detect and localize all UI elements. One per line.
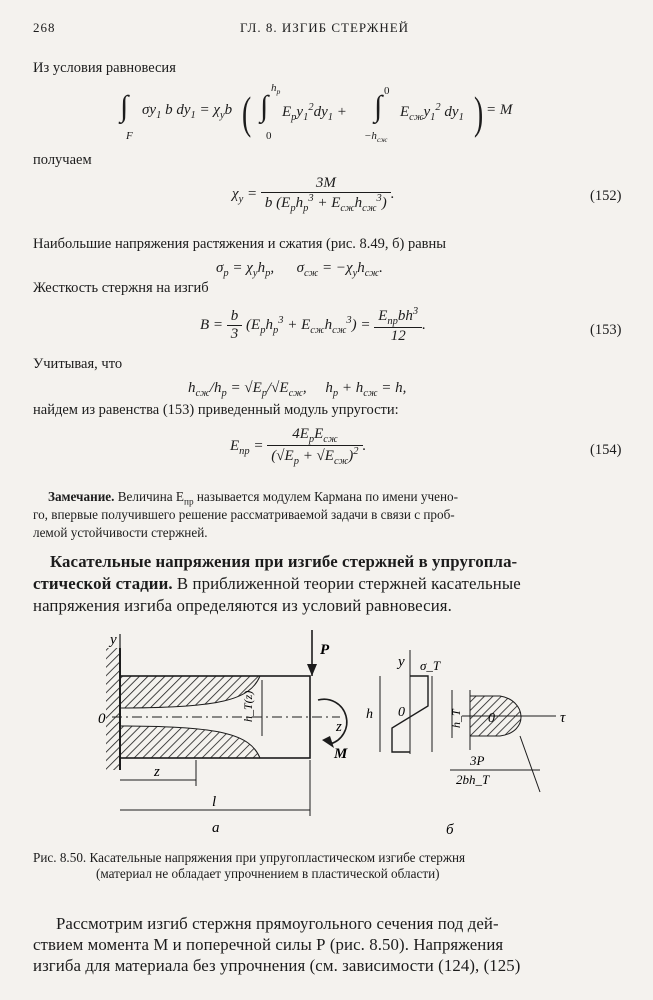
remark-label: Замечание. <box>48 489 115 504</box>
fig-label-b: б <box>446 822 454 838</box>
caption-line-1: Рис. 8.50. Касательные напряжения при упругопластическом изгибе стержня <box>33 850 466 865</box>
fig-a-z-label: z <box>336 719 342 735</box>
fig-label-a: а <box>212 820 220 836</box>
final-line-1: Рассмотрим изгиб стержня прямоугольного сечения под дей- <box>56 914 499 933</box>
fig-b-origin: 0 <box>398 705 405 720</box>
fig-a-dim-z: z <box>154 764 160 780</box>
equation-ratio: $h_{сж}/h_p = √E_p/√E_{сж}$, $h_p + h_{сж} = h$, <box>188 380 407 399</box>
section-heading-line-1: Касательные напряжения при изгибе стержней в упругопла- <box>50 552 518 571</box>
fig-a-moment-label: M <box>334 746 348 762</box>
section-line-3: напряжения изгиба определяются из условий равновесия. <box>33 596 452 615</box>
fig-b-frac-num: 3P <box>470 753 485 768</box>
equation-154: $E_{пр}$ = $\frac{4E_pE_{сж}}{(√E_p + √E_{сж})^2}$ . <box>230 426 367 467</box>
section-heading-line-2: стической стадии. В приближенной теории стержней касательные <box>33 574 521 593</box>
caption-line-2: (материал не обладает упрочнением в пластической области) <box>96 866 440 881</box>
text-max-stress: Наибольшие напряжения растяжения и сжатия (рис. 8.49, б) равны <box>33 236 447 252</box>
remark-line-2: го, впервые получившего решение рассматриваемой задачи в связи с проб- <box>33 507 455 522</box>
remark-line-1: Замечание. Величина $E_{пр}$ называется модулем Кармана по имени учено- <box>48 489 459 507</box>
page-number: 268 <box>33 20 56 35</box>
equation-154-number: (154) <box>590 442 622 458</box>
final-line-3: изгиба для материала без упрочнения (см. зависимости (124), (125) <box>33 956 521 975</box>
text-obtain: получаем <box>33 152 92 168</box>
equation-stresses: $\sigma_p = \chi_yh_p$, $\sigma_{сж} = -\chi_yh_{сж}$. <box>216 260 383 279</box>
equation-152-number: (152) <box>590 188 622 204</box>
equation-153: B = $\frac{b}{3}$ $(E_ph_p^3 + E_{сж}h_{сж}^3)$ = $\frac{E_{пр}bh^3}{12}$ . <box>200 306 426 344</box>
fig-b-tau-label: τ <box>560 710 566 726</box>
figure-8-50 <box>0 620 653 850</box>
equation-equilibrium: ∫ F $\sigma y_1$ b $dy_1 = \chi_yb$ ( ∫ $h_p$ 0 $E_py_1^2dy_1$ + ∫ 0 $-h_{сж}$ $E_{сж}y_1^2$ $dy_1$ ) = M <box>120 82 513 145</box>
fig-a-y-label: y <box>110 632 117 648</box>
fig-b-h-label: h <box>366 707 373 722</box>
figure-part-b <box>366 650 566 838</box>
text-considering: Учитывая, что <box>33 356 123 372</box>
fig-b-origin-2: 0 <box>488 711 495 726</box>
fig-b-ht-label: h_T <box>449 709 463 728</box>
fig-a-hz-label: h_T(z) <box>241 690 255 722</box>
fig-b-frac-den: 2bh_T <box>456 772 490 787</box>
fig-b-y-label: y <box>398 654 405 670</box>
fig-a-force-label: P <box>320 642 330 658</box>
equation-152: $\chi_y$ = $\frac{3M}{b (E_ph_p^3 + E_{сж}h_{сж}^3)}$ . <box>232 175 395 214</box>
text-find: найдем из равенства (153) приведенный модуль упругости: <box>33 402 399 418</box>
running-title: ГЛ. 8. ИЗГИБ СТЕРЖНЕЙ <box>240 20 410 35</box>
final-line-2: ствием момента М и поперечной силы Р (рис. 8.50). Напряжения <box>33 935 504 954</box>
text-equilibrium: Из условия равновесия <box>33 60 176 76</box>
fig-a-dim-l: l <box>212 794 217 810</box>
text-stiffness: Жесткость стержня на изгиб <box>33 280 209 296</box>
equation-153-number: (153) <box>590 322 622 338</box>
fig-a-origin: 0 <box>98 711 106 727</box>
figure-part-a <box>98 630 348 836</box>
fig-b-sigma-label: σ_T <box>420 658 441 673</box>
remark-line-3: лемой устойчивости стержней. <box>33 525 208 540</box>
